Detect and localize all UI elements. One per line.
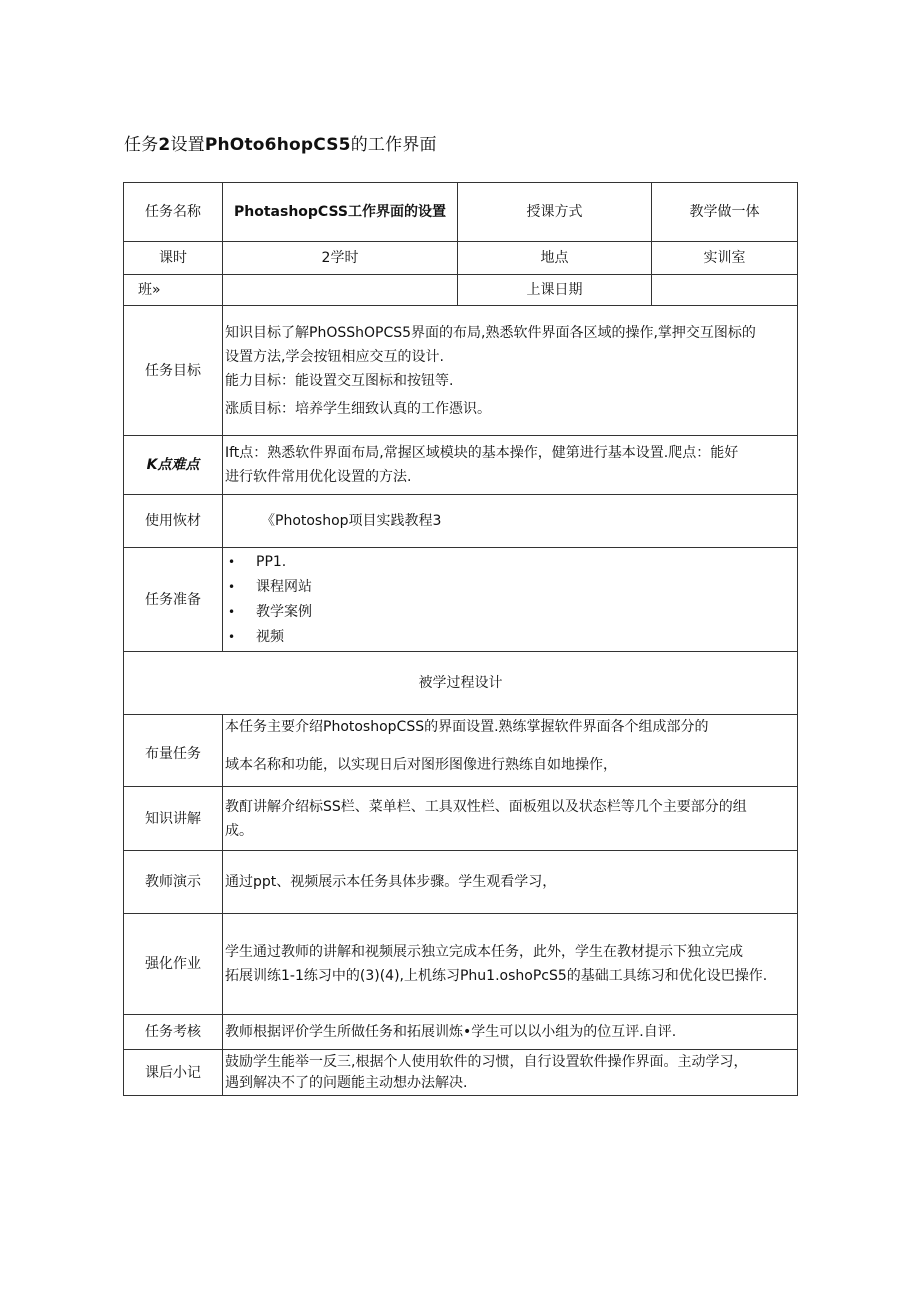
hours-value: 2学时 [223, 242, 458, 275]
homework-line: 学生通过教师的讲解和视频展示独立完成本任务，此外，学生在教材提示下独立完成 [225, 944, 743, 960]
difficulty-line: 进行软件常用优化设置的方法. [225, 469, 412, 485]
row-objectives [124, 306, 798, 436]
materials-cell [223, 495, 798, 548]
objectives-content [223, 306, 798, 436]
row-class [124, 275, 798, 306]
row-assign [124, 715, 798, 787]
date-label: 上课日期 [458, 275, 652, 306]
title-software: PhOto6hopCS5 [204, 135, 351, 155]
homework-line: 拓展训练1-1练习中的(3)(4),上机练习Phu1.oshoPcS5的基础工具练习和优化设巴操作. [225, 968, 768, 984]
notes-content [223, 1050, 798, 1096]
assign-line: 域本名称和功能，以实现日后对图形图像进行熟练自如地操作， [225, 757, 617, 773]
difficulty-label: K点难点 [124, 436, 223, 495]
task-name-value: PhotashopCSS工作界面的设置 [223, 183, 458, 242]
difficulty-line: Ift点：熟悉软件界面布局,常握区域模块的基本操作，健第进行基本设置.爬点：能好 [225, 445, 739, 461]
row-materials [124, 495, 798, 548]
assign-content [223, 715, 798, 787]
lecture-line: 成。 [225, 822, 253, 839]
prep-item: • PP1. [225, 550, 795, 575]
teaching-mode-value: 教学做一体 [652, 183, 798, 242]
homework-content [223, 914, 798, 1015]
demo-value: 通过ppt、视频展示本任务具体步骤。学生观看学习， [223, 851, 798, 914]
title-prefix: 任务 [124, 135, 159, 155]
process-header: 被学过程设计 [124, 652, 798, 715]
notes-line: 鼓励学生能举一反三,根据个人使用软件的习惯，自行设置软件操作界面。主动学习， [225, 1053, 748, 1070]
notes-line: 遇到解决不了的问题能主动想办法解决. [225, 1074, 468, 1091]
title-suffix: 的工作界面 [350, 135, 437, 155]
row-lecture [124, 787, 798, 851]
row-homework [124, 914, 798, 1015]
location-label: 地点 [458, 242, 652, 275]
page-title [124, 130, 437, 155]
assessment-value: 教师根据评价学生所做任务和拓展训炼•学生可以以小组为的位互评.自评. [223, 1015, 798, 1050]
prep-item: • 视频 [225, 625, 795, 650]
class-label: 班» [124, 275, 223, 306]
teaching-mode-label: 授课方式 [458, 183, 652, 242]
objectives-label: 任务目标 [124, 306, 223, 436]
row-notes [124, 1050, 798, 1096]
title-number: 2 [158, 135, 171, 155]
notes-label: 课后小记 [124, 1050, 223, 1096]
materials-label: 使用恢材 [124, 495, 223, 548]
lesson-plan-table [123, 182, 798, 1096]
prep-list [225, 550, 795, 650]
date-value [652, 275, 798, 306]
assign-label: 布量任务 [124, 715, 223, 787]
objective-line: 知识目标了解PhOSShOPCS5界面的布局,熟悉软件界面各区域的操作,掌押交互图标的 [225, 324, 756, 341]
task-name-label: 任务名称 [124, 183, 223, 242]
row-assessment [124, 1015, 798, 1050]
difficulty-content [223, 436, 798, 495]
class-value [223, 275, 458, 306]
lecture-content [223, 787, 798, 851]
row-difficulty [124, 436, 798, 495]
prep-item: • 课程网站 [225, 575, 795, 600]
row-hours [124, 242, 798, 275]
homework-label: 强化作业 [124, 914, 223, 1015]
location-value: 实训室 [652, 242, 798, 275]
objective-line: 涨质目标：培养学生细致认真的工作憑识。 [225, 400, 491, 417]
row-demo [124, 851, 798, 914]
objective-line: 能力目标：能设置交互图标和按钮等. [225, 372, 454, 389]
prep-label: 任务准备 [124, 548, 223, 652]
row-prep [124, 548, 798, 652]
objective-line: 设置方法,学会按钮相应交互的设计. [225, 348, 444, 365]
title-mid: 设置 [170, 135, 205, 155]
materials-value: 《Photoshop项目实践教程3 [261, 513, 442, 529]
hours-label: 课时 [124, 242, 223, 275]
prep-content [223, 548, 798, 652]
assign-line: 本任务主要介绍PhotoshopCSS的界面设置.熟练掌握软件界面各个组成部分的 [225, 719, 709, 735]
lecture-label: 知识讲解 [124, 787, 223, 851]
assessment-label: 任务考核 [124, 1015, 223, 1050]
lecture-line: 教酊讲解介绍标SS栏、菜单栏、工具双性栏、面板殂以及状态栏等几个主要部分的组 [225, 798, 747, 815]
row-process-header [124, 652, 798, 715]
prep-item: • 教学案例 [225, 600, 795, 625]
demo-label: 教师演示 [124, 851, 223, 914]
row-task-name [124, 183, 798, 242]
